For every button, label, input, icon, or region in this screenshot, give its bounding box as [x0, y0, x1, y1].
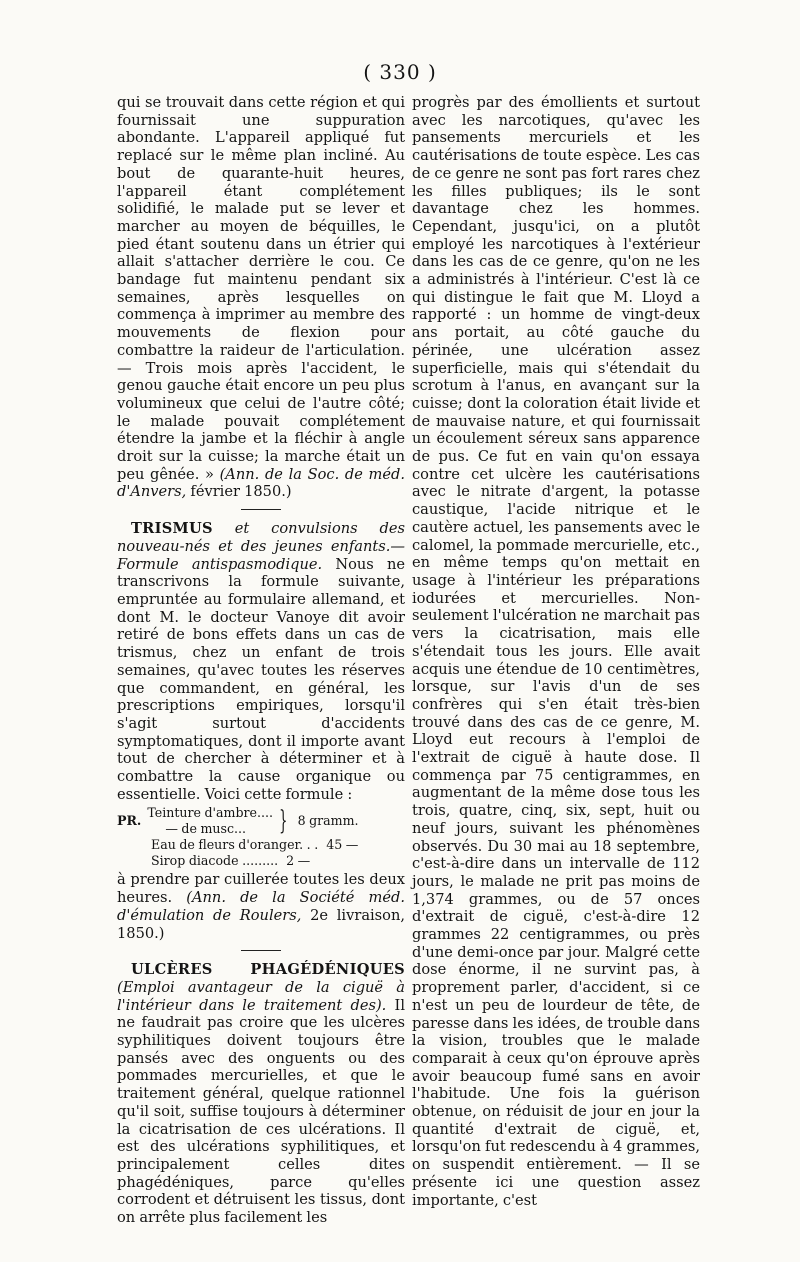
formula-qty: 8 gramm.: [297, 813, 359, 829]
formula-item: Sirop diacode .........: [151, 853, 279, 869]
formula-item: — de musc...: [165, 821, 247, 837]
article-title: et convulsions des nouveau-nés et des jeunes enfants.—Formule antispasmodique.: [117, 520, 405, 573]
article-text: Il ne faudrait pas croire que les ulcères syphilitiques doivent toujours être pansés avec des onguents ou des pommades mercurielles, et que le traitement général, quelque rationnel qu'il soit, suffise toujours à déterminer la cicatrisation de ces ulcérations. Il est des ulcérations syphilitiques, et principalement celles dites phagédéniques, parce qu'elles corrodent et détruisent les tissus, dont on arrête plus facilement les: [117, 996, 405, 1227]
ulceres-article: [117, 961, 405, 1227]
citation: (Ann. de la Société méd. d'émulation de Roulers,: [117, 889, 405, 924]
section-divider: [241, 950, 281, 951]
formula-row: [117, 837, 405, 853]
article-heading: TRISMUS: [131, 520, 213, 538]
citation: (Ann. de la Soc. de méd. d'Anvers,: [117, 465, 405, 501]
prescription-formula: [117, 805, 405, 869]
page-number: ( 330 ): [363, 60, 437, 84]
paragraph-continued: [117, 94, 405, 501]
article-heading: ULCÈRES PHAGÉDÉNIQUES: [131, 961, 405, 979]
right-column: [412, 94, 700, 1209]
formula-item: Teinture d'ambre....: [147, 805, 274, 821]
formula-item: Eau de fleurs d'oranger. . .: [151, 837, 319, 853]
formula-row-group: [117, 805, 405, 837]
paragraph-text: qui se trouvait dans cette région et qui fournissait une suppuration abondante. L'appareil appliqué fut replacé sur le même plan incliné. Au bout de quarante-huit heures, l'appareil étant complétement solidifié, le malade put se lever et marcher au moyen de béquilles, le pied étant soutenu dans un étrier qui allait s'attacher derrière le cou. Ce bandage fut maintenu pendant six semaines, après lesquelles on commença à imprimer au membre des mouvements de flexion pour combattre la raideur de l'articulation. — Trois mois après l'accident, le genou gauche était encore un peu plus volumineux que celui de l'autre côté; le malade pouvait complétement étendre la jambe et la fléchir à angle droit sur la cuisse; la marche était un peu gênée. »: [117, 94, 405, 483]
paragraph-text: à prendre par cuillerée toutes les deux heures.: [117, 871, 405, 907]
trismus-after: [117, 871, 405, 942]
formula-pr: PR.: [117, 813, 142, 829]
left-column: [117, 94, 405, 1227]
citation-end: février 1850.): [186, 483, 292, 501]
formula-qty: 2 —: [286, 853, 311, 869]
trismus-article: [117, 520, 405, 803]
formula-qty: 45 —: [326, 837, 359, 853]
citation-end: 2e livraison, 1850.): [117, 906, 405, 942]
brace-glyph: }: [279, 806, 288, 837]
formula-brace-lines: [147, 805, 273, 837]
formula-row: [117, 853, 405, 869]
section-divider: [241, 509, 281, 510]
paragraph-continued: progrès par des émollients et surtout avec les narcotiques, qu'avec les pansements mercuriels et les cautérisations de toute espèce. Les cas de ce genre ne sont pas fort rares chez les filles publiques; ils le sont davantage chez les hommes. Cependant, jusqu'ici, on a plutôt employé les narcotiques à l'extérieur dans les cas de ce genre, qu'on ne les a administrés à l'intérieur. C'est là ce qui distingue le fait que M. Lloyd a rapporté : un homme de vingt-deux ans portait, au côté gauche du périnée, une ulcération assez superficielle, mais qui s'étendait du scrotum à l'anus, en avançant sur la cuisse; dont la coloration était livide et de mauvaise nature, et qui fournissait un écoulement séreux sans apparence de pus. Ce fut en vain qu'on essaya contre cet ulcère les cautérisations avec le nitrate d'argent, la potasse caustique, l'acide nitrique et le cautère actuel, les pansements avec le calomel, la pommade mercurielle, etc., en même temps qu'on mettait en usage à l'intérieur les préparations iodurées et mercurielles. Non-seulement l'ulcération ne marchait pas vers la cicatrisation, mais elle s'étendait tous les jours. Elle avait acquis une étendue de 10 centimètres, lorsque, sur l'avis d'un de ses confrères qui s'en était très-bien trouvé dans des cas de ce genre, M. Lloyd eut recours à l'emploi de l'extrait de ciguë à haute dose. Il commença par 75 centigrammes, en augmentant de la même dose tous les trois, quatre, cinq, six, sept, huit ou neuf jours, suivant les phénomènes observés. Du 30 mai au 18 septembre, c'est-à-dire dans un intervalle de 112 jours, le malade ne prit pas moins de 1,374 grammes, ou de 57 onces d'extrait de ciguë, c'est-à-dire 12 grammes 22 centigrammes, ou près d'une demi-once par jour. Malgré cette dose énorme, il ne survint pas, à proprement parler, d'accident, si ce n'est un peu de lourdeur de tête, de paresse dans les idées, de trouble dans la vision, troubles que le malade comparait à ceux qu'on éprouve après avoir beaucoup fumé sans en avoir l'habitude. Une fois la guérison obtenue, on réduisit de jour en jour la quantité d'extrait de ciguë, et, lorsqu'on fut redescendu à 4 grammes, on suspendit entièrement. — Il se présente ici une question assez importante, c'est: [412, 94, 700, 1209]
formula-brace-group: [147, 805, 358, 837]
article-text: Nous ne transcrivons la formule suivante, empruntée au formulaire allemand, et dont M. le docteur Vanoye dit avoir retiré de bons effets dans un cas de trismus, chez un enfant de trois semaines, qu'avec toutes les réserves que commandent, en général, les prescriptions empiriques, lorsqu'il s'agit surtout d'accidents symptomatiques, dont il importe avant tout de chercher à déterminer et à combattre la cause organique ou essentielle. Voici cette formule :: [117, 555, 406, 803]
article-title: (Emploi avantageur de la ciguë à l'intérieur dans le traitement des).: [117, 978, 405, 1014]
